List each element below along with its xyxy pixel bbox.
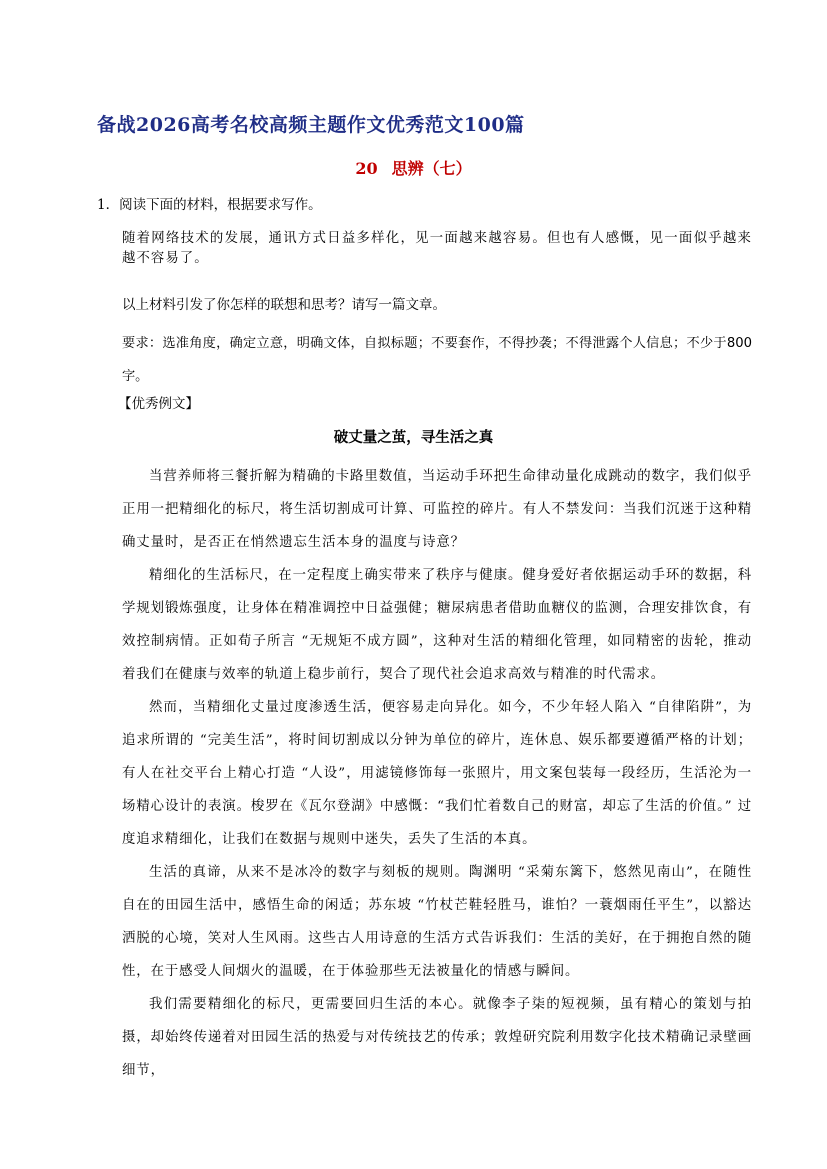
essay-paragraph-4: 生活的真谛，从来不是冰冷的数字与刻板的规则。陶渊明 “采菊东篱下，悠然见南山”，在随性自在的田园生活中，感悟生命的闲适；苏东坡 “竹杖芒鞋轻胜马，谁怕？一蓑烟雨任平生”，以豁达洒脱的心境，笑对人生风雨。这些古人用诗意的生活方式告诉我们：生活的美好，在于拥抱自然的随性，在于感受人间烟火的温暖，在于体验那些无法被量化的情感与瞬间。 — [122, 865, 752, 979]
chapter-number: 20 — [355, 159, 378, 178]
question-material: 随着网络技术的发展，通讯方式日益多样化，见一面越来越容易。但也有人感慨，见一面似乎越来越不容易了。 — [122, 231, 752, 266]
essay-paragraph-5: 我们需要精细化的标尺，更需要回归生活的本心。就像李子柒的短视频，虽有精心的策划与拍摄，却始终传递着对田园生活的热爱与对传统技艺的传承；敦煌研究院利用数字化技术精确记录壁画细节， — [122, 997, 752, 1078]
chapter-name: 思辨（七） — [391, 159, 472, 178]
question-requirements: 要求：选准角度，确定立意，明确文体，自拟标题；不要套作，不得抄袭；不得泄露个人信息；不少于800字。 — [122, 336, 752, 384]
essay-paragraph-1: 当营养师将三餐折解为精确的卡路里数值，当运动手环把生命律动量化成跳动的数字，我们似乎正用一把精细化的标尺，将生活切割成可计算、可监控的碎片。有人不禁发问：当我们沉迷于这种精确丈量时，是否正在悄然遗忘生活本身的温度与诗意？ — [122, 469, 752, 550]
series-title: 备战2026高考名校高频主题作文优秀范文100篇 — [97, 114, 525, 136]
question-prompt: 1．阅读下面的材料，根据要求写作。 — [97, 197, 322, 213]
question-instruction: 以上材料引发了你怎样的联想和思考？请写一篇文章。 — [122, 297, 446, 313]
essay-paragraph-2: 精细化的生活标尺，在一定程度上确实带来了秩序与健康。健身爱好者依据运动手环的数据，科学规划锻炼强度，让身体在精准调控中日益强健；糖尿病患者借助血糖仪的监测，合理安排饮食，有效控制病情。正如荀子所言 “无规矩不成方圆”，这种对生活的精细化管理，如同精密的齿轮，推动着我们在健康与效率的轨道上稳步前行，契合了现代社会追求高效与精准的时代需求。 — [122, 568, 752, 682]
chapter-title — [0, 156, 827, 179]
essay-title: 破丈量之茧，寻生活之真 — [333, 429, 494, 446]
essay-paragraph-3: 然而，当精细化丈量过度渗透生活，便容易走向异化。如今，不少年轻人陷入 “自律陷阱”，为追求所谓的 “完美生活”，将时间切割成以分钟为单位的碎片，连休息、娱乐都要遵循严格的计划；有人在社交平台上精心打造 “人设”，用滤镜修饰每一张照片，用文案包装每一段经历，生活沦为一场精心设计的表演。梭罗在《瓦尔登湖》中感慨：“我们忙着数自己的财富，却忘了生活的价值。” 过度追求精细化，让我们在数据与规则中迷失，丢失了生活的本真。 — [122, 700, 752, 847]
example-label: 【优秀例文】 — [118, 396, 199, 412]
